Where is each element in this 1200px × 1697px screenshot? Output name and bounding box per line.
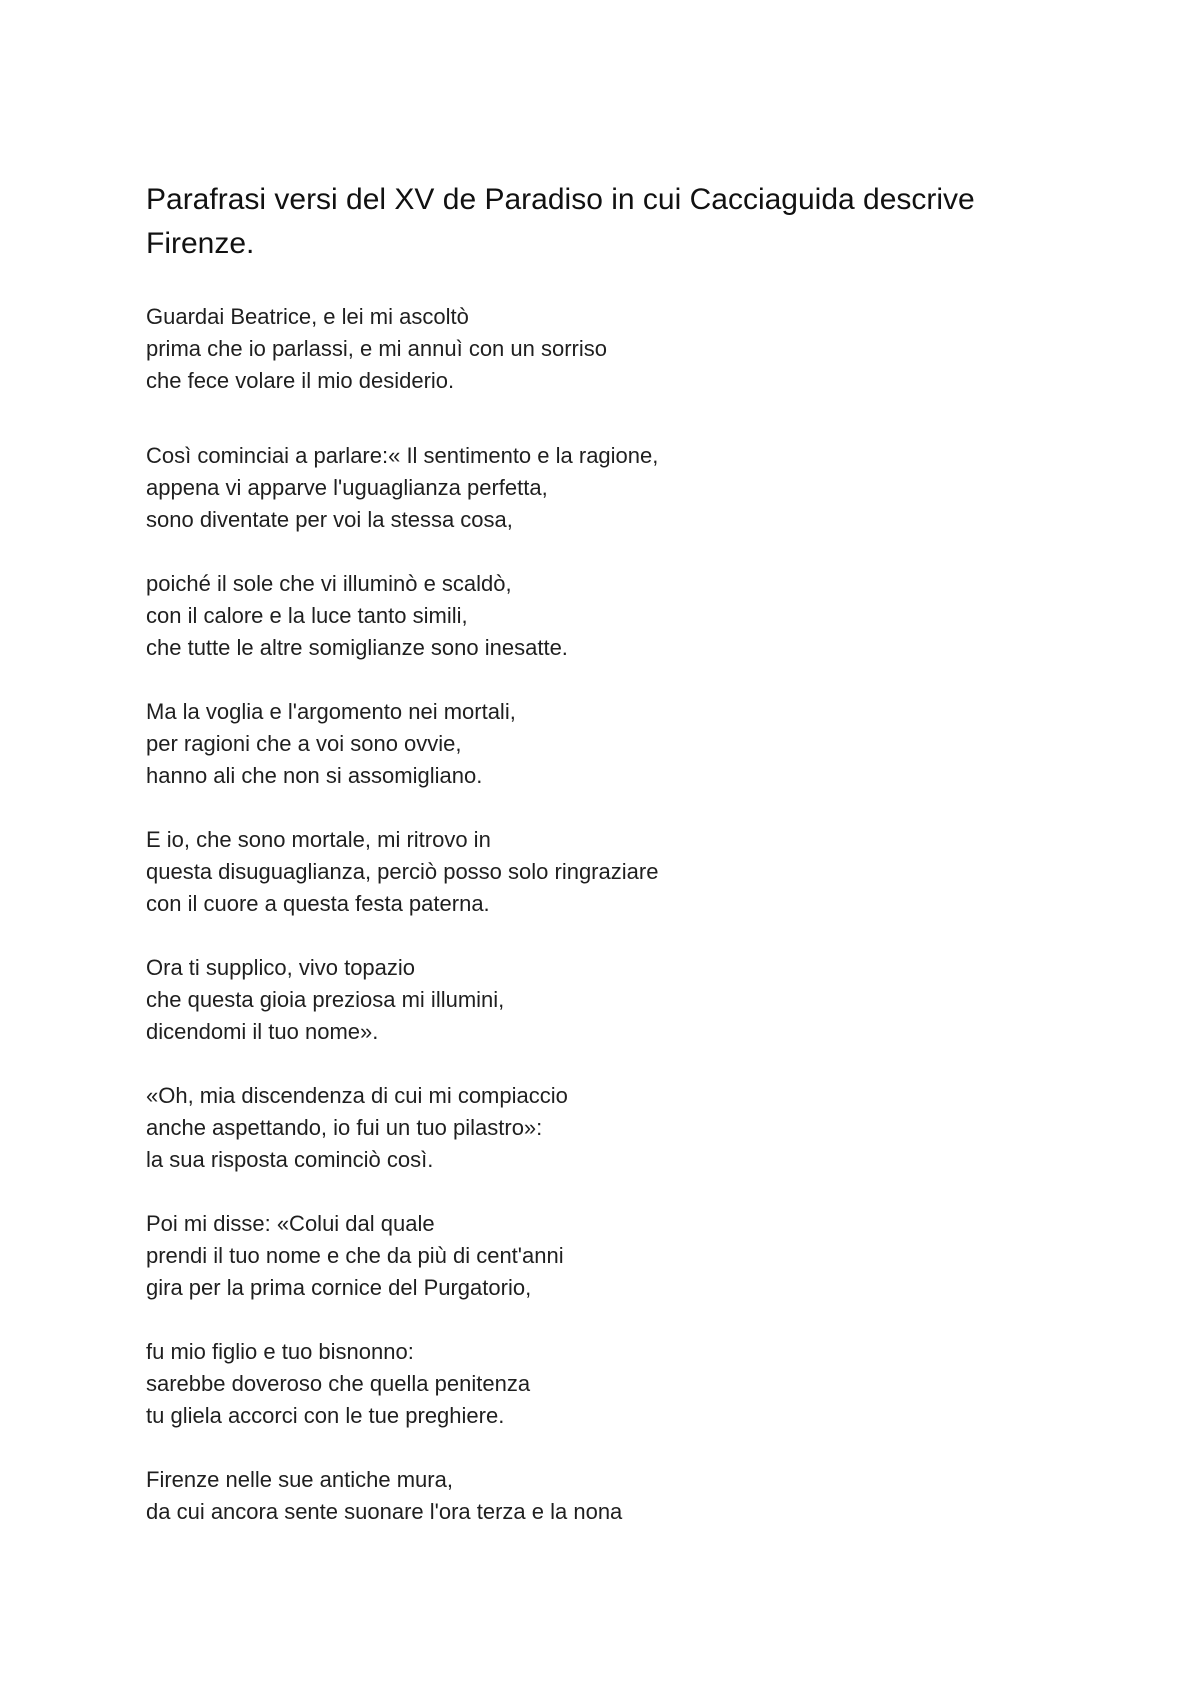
verse-line: Ma la voglia e l'argomento nei mortali, <box>146 699 516 724</box>
verse-line: E io, che sono mortale, mi ritrovo in <box>146 827 491 852</box>
stanza-7 <box>146 1080 1066 1176</box>
verse-line: prendi il tuo nome e che da più di cent'anni <box>146 1243 564 1268</box>
verse-line: fu mio figlio e tuo bisnonno: <box>146 1339 414 1364</box>
verse-line: poiché il sole che vi illuminò e scaldò, <box>146 571 512 596</box>
verse-line: da cui ancora sente suonare l'ora terza e la nona <box>146 1499 623 1524</box>
verse-line: dicendomi il tuo nome». <box>146 1019 379 1044</box>
poem-paraphrase <box>146 301 1066 1528</box>
verse-line: sarebbe doveroso che quella penitenza <box>146 1371 531 1396</box>
verse-line: la sua risposta cominciò così. <box>146 1147 434 1172</box>
document-body <box>146 178 1066 1528</box>
stanza-1 <box>146 301 1066 397</box>
verse-line: Guardai Beatrice, e lei mi ascoltò <box>146 304 469 329</box>
stanza-10 <box>146 1464 1066 1528</box>
verse-line: gira per la prima cornice del Purgatorio, <box>146 1275 532 1300</box>
stanza-4 <box>146 696 1066 792</box>
verse-line: Così cominciai a parlare:« Il sentimento e la ragione, <box>146 443 659 468</box>
verse-line: Firenze nelle sue antiche mura, <box>146 1467 453 1492</box>
stanza-8 <box>146 1208 1066 1304</box>
verse-line: Poi mi disse: «Colui dal quale <box>146 1211 435 1236</box>
stanza-2 <box>146 440 1066 536</box>
stanza-5 <box>146 824 1066 920</box>
stanza-9 <box>146 1336 1066 1432</box>
stanza-6 <box>146 952 1066 1048</box>
document-title: Parafrasi versi del XV de Paradiso in cui Cacciaguida descrive Firenze. <box>146 183 975 260</box>
verse-line: per ragioni che a voi sono ovvie, <box>146 731 462 756</box>
verse-line: con il calore e la luce tanto simili, <box>146 603 468 628</box>
verse-line: che fece volare il mio desiderio. <box>146 368 455 393</box>
verse-line: con il cuore a questa festa paterna. <box>146 891 490 916</box>
verse-line: che tutte le altre somiglianze sono inesatte. <box>146 635 568 660</box>
verse-line: anche aspettando, io fui un tuo pilastro»: <box>146 1115 543 1140</box>
verse-line: hanno ali che non si assomigliano. <box>146 763 483 788</box>
verse-line: sono diventate per voi la stessa cosa, <box>146 507 513 532</box>
verse-line: che questa gioia preziosa mi illumini, <box>146 987 505 1012</box>
verse-line: tu gliela accorci con le tue preghiere. <box>146 1403 505 1428</box>
verse-line: prima che io parlassi, e mi annuì con un sorriso <box>146 336 607 361</box>
verse-line: appena vi apparve l'uguaglianza perfetta, <box>146 475 548 500</box>
stanza-3 <box>146 568 1066 664</box>
verse-line: questa disuguaglianza, perciò posso solo ringraziare <box>146 859 659 884</box>
verse-line: Ora ti supplico, vivo topazio <box>146 955 416 980</box>
verse-line: «Oh, mia discendenza di cui mi compiaccio <box>146 1083 568 1108</box>
